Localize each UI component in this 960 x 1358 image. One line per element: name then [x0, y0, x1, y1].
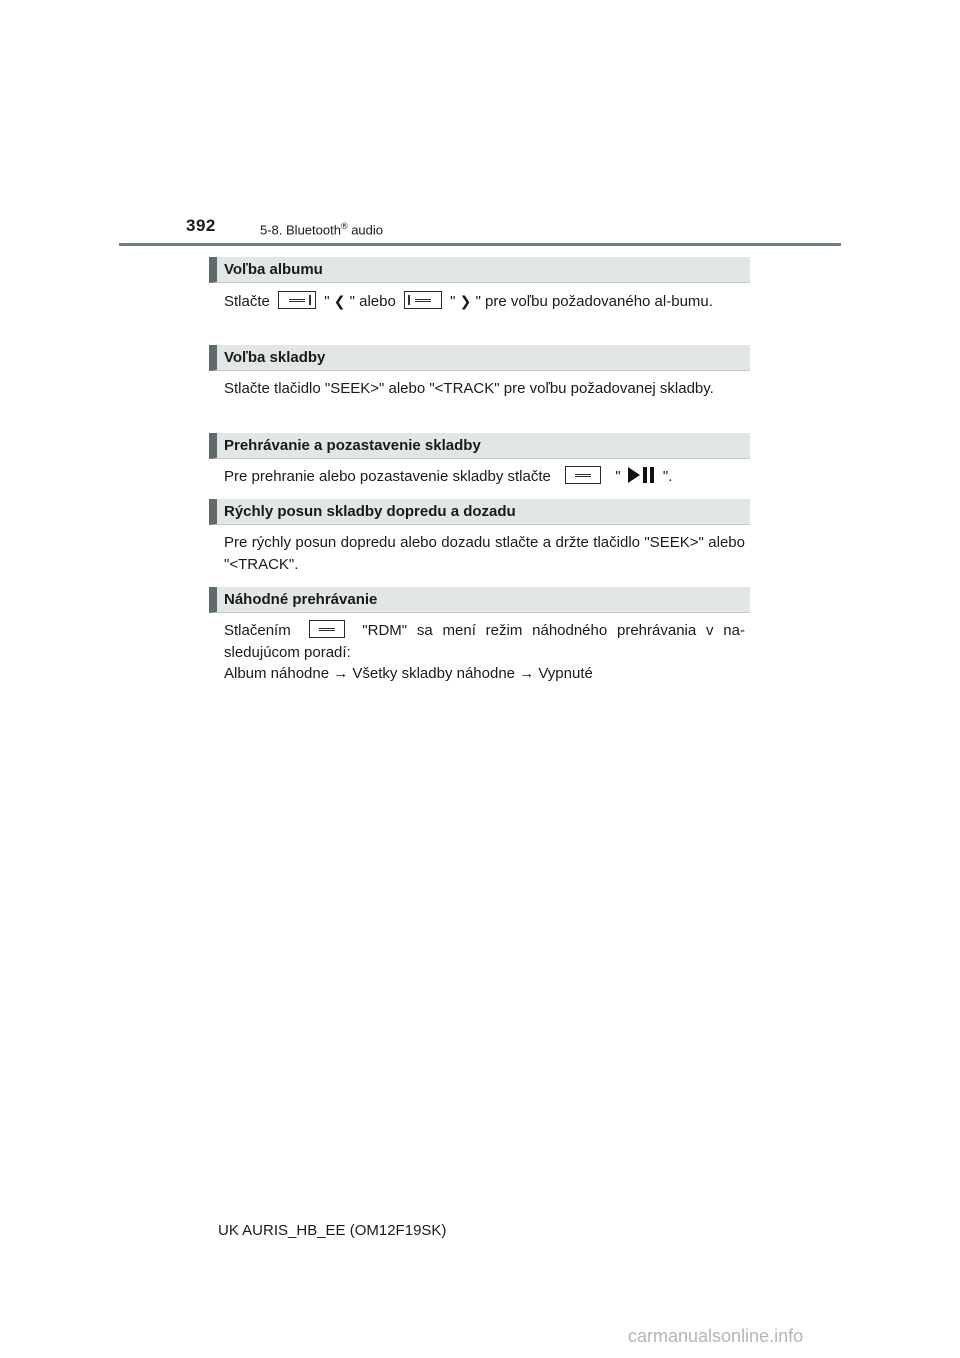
text-fragment: Pre prehranie alebo pozastavenie skladby stlačte	[224, 468, 551, 485]
heading-fast-forward-rewind: Rýchly posun skladby dopredu a dozadu	[209, 499, 750, 525]
paragraph-fast-forward-rewind: Pre rýchly posun dopredu alebo dozadu stlačte a držte tlačidlo "SEEK>" alebo "<TRACK".	[224, 534, 745, 573]
text-fragment: "RDM" sa mení režim náhodného prehrávania v na-sledujúcom poradí:	[224, 622, 745, 661]
random-mode-sequence: Album náhodne → Všetky skladby náhodne → Vypnuté	[224, 665, 593, 682]
paragraph-play-pause	[224, 466, 745, 488]
text-fragment: Stlačením	[224, 622, 291, 639]
chevron-right-icon: ❯	[459, 293, 472, 309]
paragraph-album-selection	[224, 290, 745, 313]
heading-random-playback: Náhodné prehrávanie	[209, 587, 750, 613]
play-pause-icon	[627, 466, 657, 484]
page-number: 392	[186, 216, 216, 235]
heading-album-selection: Voľba albumu	[209, 257, 750, 283]
text-fragment: "	[615, 468, 621, 485]
header-rule	[119, 243, 841, 246]
steering-switch-icon	[565, 466, 601, 484]
section-suffix: audio	[347, 222, 384, 238]
heading-track-selection: Voľba skladby	[209, 345, 750, 371]
steering-switch-icon	[309, 620, 345, 638]
text-fragment: ".	[662, 468, 673, 485]
footer-model-code: UK AURIS_HB_EE (OM12F19SK)	[218, 1222, 447, 1239]
text-fragment: "	[450, 293, 456, 310]
paragraph-random-playback	[224, 620, 745, 664]
chevron-left-icon: ❮	[333, 293, 346, 309]
text-fragment: " pre voľbu požadovaného al-bumu.	[475, 293, 713, 310]
section-prefix: 5-8. Bluetooth	[260, 222, 341, 238]
section-label	[260, 221, 383, 237]
steering-switch-left-icon	[278, 291, 316, 309]
paragraph-track-selection: Stlačte tlačidlo "SEEK>" alebo "<TRACK" pre voľbu požadovanej skladby.	[224, 380, 714, 397]
registered-mark: ®	[340, 221, 348, 231]
text-fragment: " alebo	[349, 293, 396, 310]
watermark: carmanualsonline.info	[628, 1326, 804, 1346]
text-fragment: Stlačte	[224, 293, 270, 310]
steering-switch-right-icon	[404, 291, 442, 309]
heading-play-pause: Prehrávanie a pozastavenie skladby	[209, 433, 750, 459]
text-fragment: "	[324, 293, 330, 310]
